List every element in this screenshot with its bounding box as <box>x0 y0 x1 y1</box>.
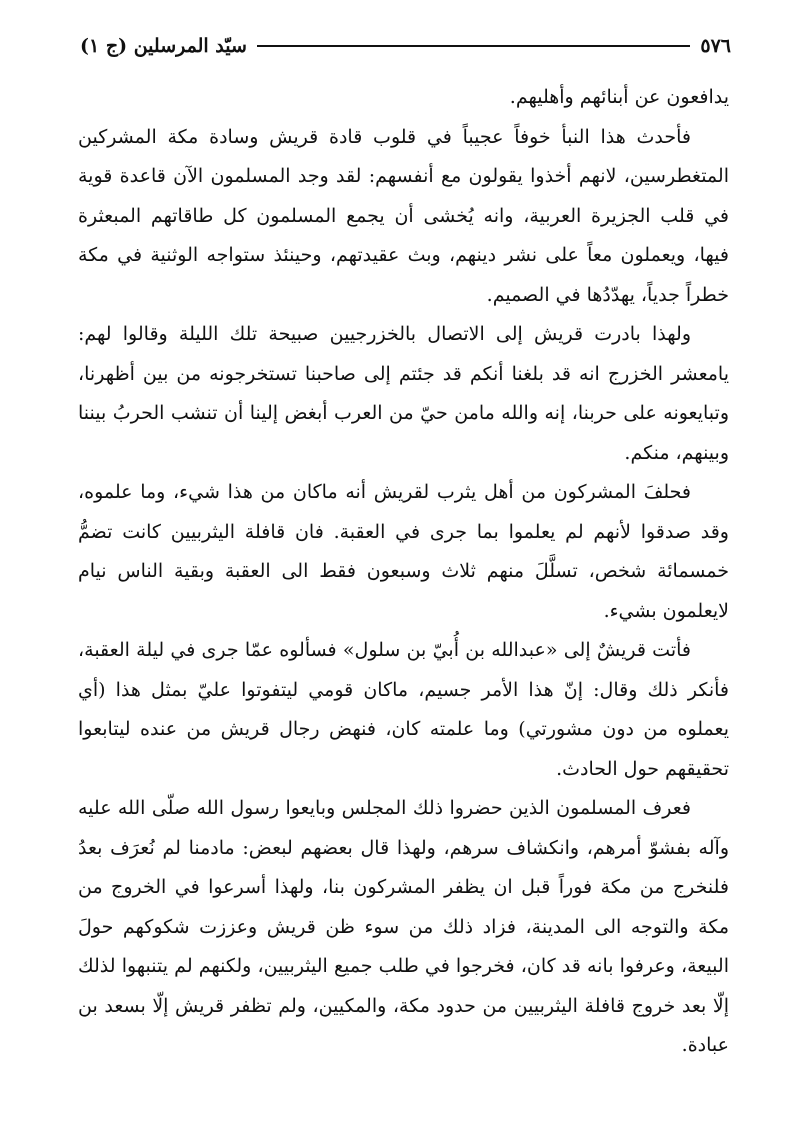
page-header <box>80 28 731 64</box>
header-rule <box>257 45 690 47</box>
page-number: ٥٧٦ <box>700 35 731 57</box>
running-title: سيّد المرسلين (ج ١) <box>80 35 247 57</box>
paragraph-quraysh-fear: فأحدث هذا النبأ خوفاً عجيباً في قلوب قادة قريش وسادة مكة المشركين المتغطرسين، لانهم أخذوا يقولون مع أنفسهم: لقد وجد المسلمون الآن قاعدة قوية في قلب الجزيرة العربية، وانه يُخشى أن يجمع المسلمون كل طاقاتهم المبعثرة فيها، ويعملون معاً على نشر دينهم، وبث عقيدتهم، وحينئذ ستواجه الوثنية في مكة خطراً جدياً، يهدّدُها في الصميم. <box>78 125 729 306</box>
paragraph-continuation: يدافعون عن أبنائهم وأهليهم. <box>509 86 729 108</box>
paragraph-quraysh-khazraj: ولهذا بادرت قريش إلى الاتصال بالخزرجيين صبيحة تلك الليلة وقالوا لهم: يامعشر الخزرج انه قد بلغنا أنكم قد جئتم إلى صاحبنا تستخرجونه من بين أظهرنا، وتبايعونه على حربنا، إنه والله مامن حيّ من العرب أبغض إلينا أن تنشب الحربُ بيننا وبينهم، منكم. <box>78 323 729 464</box>
paragraph-muslims-departure: فعرف المسلمون الذين حضروا ذلك المجلس وبايعوا رسول الله صلّى الله عليه وآله بفشوّ أمرهم، وانكشاف سرهم، ولهذا قال بعضهم لبعض: مادمنا لم نُعرَف بعدُ فلنخرج من مكة فوراً قبل ان يظفر المشركون بنا، ولهذا أسرعوا في الخروج من مكة والتوجه الى المدينة، فزاد ذلك من سوء ظن قريش وعززت شكوكهم حولَ البيعة، وعرفوا بانه قد كان، فخرجوا في طلب جميع اليثربيين، ولكنهم لم يتنبهوا لذلك إلّا بعد خروج قافلة اليثربيين من حدود مكة، والمكيين، ولم تظفر قريش إلّا بسعد بن عبادة. <box>78 797 729 1056</box>
paragraph-polytheists-oath: فحلفَ المشركون من أهل يثرب لقريش أنه ماكان من هذا شيء، وما علموه، وقد صدقوا لأنهم لم يعلموا بما جرى في العقبة. فان قافلة اليثربيين كانت تضمُّ خمسمائة شخص، تسلَّلَ منهم ثلاث وسبعون فقط الى العقبة وبقية الناس نيام لايعلمون بشيء. <box>78 481 729 622</box>
paragraph-ibn-ubayy: فأتت قريشٌ إلى «عبدالله بن أُبيّ بن سلول» فسألوه عمّا جرى في ليلة العقبة، فأنكر ذلك وقال: إنّ هذا الأمر جسيم، ماكان قومي ليتفوتوا عليّ بمثل هذا (أي يعملوه من دون مشورتي) وما علمته كان، فنهض رجال قريش من عنده ليتابعوا تحقيقهم حول الحادث. <box>78 639 729 780</box>
page-body <box>78 78 729 1066</box>
